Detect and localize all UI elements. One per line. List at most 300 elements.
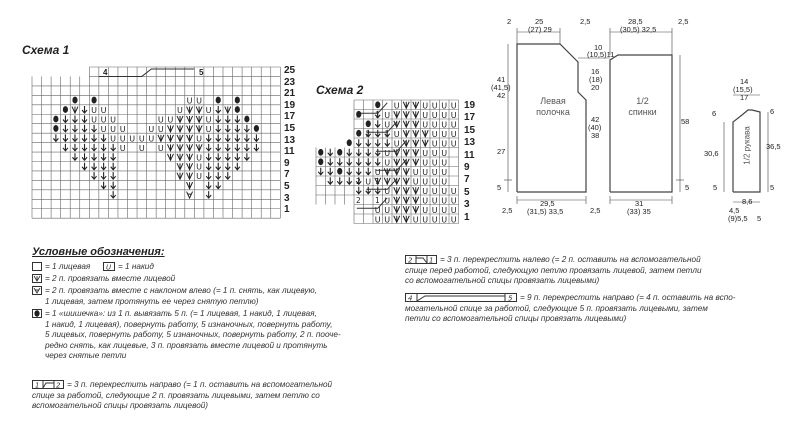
- legend-bobble-text3: 5 лицевых, повернуть работу, 5 изнаночных, повернуть работу, 2 п. пооче-: [45, 330, 341, 339]
- down-arrow-icon: [72, 144, 77, 151]
- down-arrow-icon: [337, 158, 342, 165]
- legend-cross-right3-text3: вспомогательной спицы провязать лицевой): [32, 401, 209, 410]
- k2tog-icon: [413, 111, 419, 118]
- down-arrow-icon: [111, 172, 116, 179]
- scheme2-row-label: 5: [464, 186, 470, 198]
- dim-front-bottom-sizes: (31,5) 33,5: [527, 207, 564, 216]
- dim-side-42: 42: [591, 115, 600, 124]
- k2tog-icon: [403, 178, 409, 185]
- yarn-over-icon: U: [441, 196, 448, 206]
- down-arrow-icon: [101, 134, 106, 141]
- scheme2-row-label: 11: [464, 149, 475, 161]
- yarn-over-icon: U: [412, 167, 419, 177]
- down-arrow-icon: [337, 177, 342, 184]
- down-arrow-icon: [375, 158, 380, 165]
- dim-armhole-18: (18): [589, 75, 603, 84]
- dim-back-height: 58: [681, 117, 690, 126]
- bobble-icon: [337, 168, 342, 175]
- scheme1-row-label: 7: [284, 169, 290, 181]
- knit-symbol-icon: [32, 262, 42, 271]
- k2tog-icon: [187, 154, 193, 161]
- legend-ssk-text: = 2 п. провязать вместе с наклоном влево (= 1 п. снять, как лицевую,: [45, 286, 317, 295]
- yarn-over-icon: U: [384, 186, 391, 196]
- down-arrow-icon: [328, 149, 333, 156]
- dim-sleeve-top-155: (15,5): [733, 85, 753, 94]
- down-arrow-icon: [92, 163, 97, 170]
- yarn-over-icon: U: [412, 177, 419, 187]
- scheme2-row-label: 17: [464, 112, 476, 124]
- bobble-icon: [356, 130, 361, 137]
- down-arrow-icon: [366, 158, 371, 165]
- dim-sleeve-rib-left: 5: [713, 183, 718, 192]
- dim-back-bottom: 31: [635, 199, 644, 208]
- k2tog-icon: [167, 125, 173, 132]
- down-arrow-icon: [347, 149, 352, 156]
- legend-ssk-text2: 1 лицевая, затем протянуть ее через снятую петлю): [45, 296, 259, 306]
- k2tog-icon: [187, 107, 193, 114]
- legend-knit-text: = 1 лицевая: [45, 262, 91, 271]
- legend-cross-left3: [405, 255, 702, 287]
- yarn-over-icon: U: [384, 110, 391, 120]
- dim-back-bottom-offset: 2,5: [590, 206, 601, 215]
- yarn-over-icon: U: [110, 134, 117, 144]
- yarn-over-icon: U: [91, 115, 97, 125]
- k2tog-icon: [158, 135, 164, 142]
- dim-front-height-42: 42: [497, 91, 506, 100]
- scheme1-row-label: 5: [284, 181, 290, 192]
- yarn-over-icon: U: [100, 106, 107, 116]
- yarn-over-icon: U: [422, 110, 429, 120]
- k2tog-icon: [422, 140, 428, 147]
- k2tog-icon: [403, 168, 409, 175]
- scheme1-row-label: 11: [284, 146, 295, 158]
- cross-left-3-num1: 1: [429, 256, 434, 264]
- k2tog-icon: [394, 216, 400, 223]
- dim-front-height-41: 41: [497, 75, 506, 84]
- k2tog-icon: [403, 206, 409, 213]
- down-arrow-icon: [235, 153, 240, 160]
- k2tog-icon: [384, 168, 390, 175]
- down-arrow-icon: [206, 163, 211, 170]
- dim-sleeve-cap-left: 6: [712, 109, 717, 118]
- ssk-icon: [187, 192, 193, 199]
- down-arrow-icon: [328, 158, 333, 165]
- legend-k2tog: [32, 274, 175, 285]
- scheme1-row-label: 1: [284, 204, 290, 216]
- k2tog-icon: [394, 187, 400, 194]
- down-arrow-icon: [111, 182, 116, 189]
- down-arrow-icon: [92, 144, 97, 151]
- down-arrow-icon: [216, 172, 221, 179]
- scheme1-row-label: 3: [284, 192, 290, 204]
- k2tog-icon: [196, 125, 202, 132]
- yarn-over-icon: U: [431, 120, 438, 130]
- down-arrow-icon: [82, 125, 87, 132]
- yarn-over-icon: U: [441, 215, 448, 225]
- yarn-over-icon: U: [196, 153, 202, 163]
- yarn-over-icon: U: [450, 205, 457, 215]
- dim-sleeve-top-17: 17: [740, 93, 749, 102]
- yarn-over-icon: [103, 262, 115, 271]
- scheme2-row-label: 9: [464, 162, 470, 173]
- k2tog-icon: [177, 116, 183, 123]
- yarn-over-icon: U: [441, 129, 448, 139]
- yarn-over-icon: U: [374, 215, 381, 225]
- k2tog-icon: [394, 159, 400, 166]
- k2tog-icon: [413, 187, 419, 194]
- legend-yo: [103, 262, 154, 273]
- yarn-over-icon: U: [384, 215, 391, 225]
- bobble-icon: [216, 97, 221, 104]
- down-arrow-icon: [366, 139, 371, 146]
- yarn-over-icon: U: [393, 129, 400, 139]
- yarn-over-icon: U: [393, 101, 400, 111]
- down-arrow-icon: [235, 144, 240, 151]
- dim-front-bottom-offset: 2,5: [502, 206, 513, 215]
- yarn-over-icon: U: [110, 115, 117, 125]
- down-arrow-icon: [225, 125, 230, 132]
- yarn-over-icon: U: [196, 96, 202, 106]
- legend-knit: [32, 262, 90, 273]
- down-arrow-icon: [63, 115, 68, 122]
- down-arrow-icon: [111, 163, 116, 170]
- cross-right-3-num2: 2: [56, 381, 61, 389]
- yarn-over-icon: U: [196, 162, 202, 172]
- down-arrow-icon: [366, 168, 371, 175]
- down-arrow-icon: [328, 177, 333, 184]
- k2tog-icon: [187, 182, 193, 189]
- k2tog-icon: [72, 107, 78, 114]
- left-front-label-1: Левая: [540, 96, 566, 106]
- k2tog-icon: [394, 197, 400, 204]
- k2tog-icon: [403, 130, 409, 137]
- k2tog-icon: [177, 125, 183, 132]
- yarn-over-icon: U: [422, 196, 429, 206]
- dim-back-rib: 5: [685, 183, 690, 192]
- down-arrow-icon: [254, 134, 259, 141]
- scheme1-row-label: 25: [284, 65, 296, 76]
- legend-cross-right9-text: = 9 п. перекрестить направо (= 4 п. оставить на вспо-: [520, 293, 736, 302]
- down-arrow-icon: [225, 153, 230, 160]
- down-arrow-icon: [82, 153, 87, 160]
- scheme1-row-label: 13: [284, 134, 296, 146]
- yarn-over-icon: U: [100, 115, 107, 125]
- down-arrow-icon: [72, 115, 77, 122]
- down-arrow-icon: [92, 172, 97, 179]
- legend-cross-right9-text3: петли со вспомогательной спицы провязать лицевыми): [405, 314, 627, 323]
- yarn-over-icon: U: [119, 134, 126, 144]
- legend-k2tog-text: = 2 п. провязать вместе лицевой: [45, 274, 176, 283]
- bobble-icon: [63, 106, 68, 113]
- down-arrow-icon: [244, 125, 249, 132]
- yarn-over-icon: U: [384, 148, 391, 158]
- yarn-over-icon: U: [450, 101, 457, 111]
- yarn-over-icon: U: [431, 215, 438, 225]
- k2tog-icon: [177, 163, 183, 170]
- legend-cross-right3: [32, 380, 332, 412]
- down-arrow-icon: [216, 163, 221, 170]
- k2tog-icon: [167, 144, 173, 151]
- dim-front-shoulder: 25: [535, 17, 544, 26]
- k2tog-icon: [413, 159, 419, 166]
- yarn-over-icon: U: [138, 143, 145, 153]
- yarn-over-icon: U: [441, 205, 448, 215]
- k2tog-icon: [413, 206, 419, 213]
- dim-sleeve-full: 36,5: [766, 142, 781, 151]
- yarn-over-icon: U: [167, 115, 174, 125]
- k2tog-icon: [177, 173, 183, 180]
- k2tog-icon: [225, 107, 231, 114]
- yarn-over-icon: U: [119, 124, 126, 134]
- yarn-over-icon: U: [384, 158, 391, 168]
- down-arrow-icon: [356, 158, 361, 165]
- down-arrow-icon: [101, 172, 106, 179]
- k2tog-icon: [187, 173, 193, 180]
- scheme1-row-label: 19: [284, 99, 296, 111]
- scheme1-cross-right-num: 5: [199, 68, 204, 77]
- down-arrow-icon: [366, 149, 371, 156]
- yarn-over-icon: U: [205, 106, 212, 116]
- scheme1-cross-left-num: 4: [103, 68, 108, 77]
- scheme2-cable-num: 2: [365, 129, 371, 139]
- yarn-over-icon: U: [450, 196, 457, 206]
- k2tog-icon: [177, 144, 183, 151]
- scheme2-row-label: 19: [464, 100, 476, 111]
- down-arrow-icon: [356, 149, 361, 156]
- yarn-over-icon: U: [384, 120, 391, 130]
- down-arrow-icon: [72, 153, 77, 160]
- scheme2-row-label: 3: [464, 199, 470, 211]
- bobble-icon: [72, 97, 77, 104]
- yarn-over-icon: U: [384, 205, 391, 215]
- yarn-over-icon: U: [431, 148, 438, 158]
- k2tog-icon: [187, 135, 193, 142]
- down-arrow-icon: [235, 125, 240, 132]
- down-arrow-icon: [63, 134, 68, 141]
- bobble-icon: [254, 125, 259, 132]
- k2tog-icon: [32, 274, 42, 283]
- down-arrow-icon: [366, 187, 371, 194]
- yarn-over-icon: U: [148, 124, 155, 134]
- cross-right-9-icon: [405, 293, 517, 302]
- legend-cross-left3-text3: со вспомогательной спицы провязать лицевыми): [405, 276, 600, 285]
- scheme2-symbols: [318, 101, 457, 224]
- bobble-icon: [235, 97, 240, 104]
- dim-sleeve-bottom-45: 4,5: [729, 206, 740, 215]
- yarn-over-icon: U: [129, 134, 136, 144]
- legend-title: Условные обозначения:: [32, 246, 165, 258]
- yarn-over-icon: U: [450, 139, 457, 149]
- down-arrow-icon: [254, 144, 259, 151]
- legend-bobble-text2: 1 накид, 1 лицевая), повернуть работу, 5 изнаночных, повернуть работу,: [45, 319, 333, 329]
- yarn-over-icon: U: [450, 120, 457, 130]
- scheme2-row-label: 1: [464, 211, 470, 223]
- yarn-over-icon: U: [431, 139, 438, 149]
- yarn-over-icon: U: [422, 215, 429, 225]
- k2tog-icon: [187, 125, 193, 132]
- k2tog-icon: [177, 154, 183, 161]
- down-arrow-icon: [101, 182, 106, 189]
- down-arrow-icon: [244, 144, 249, 151]
- down-arrow-icon: [375, 187, 380, 194]
- k2tog-icon: [403, 187, 409, 194]
- scheme2-cable-num: 1: [384, 129, 390, 139]
- yarn-over-icon: U: [431, 205, 438, 215]
- bobble-icon: [337, 149, 342, 156]
- yarn-over-icon: U: [384, 196, 391, 206]
- yarn-over-icon: U: [157, 124, 164, 134]
- down-arrow-icon: [225, 172, 230, 179]
- k2tog-icon: [167, 154, 173, 161]
- scheme2-title: Схема 2: [316, 83, 364, 97]
- bobble-icon: [53, 116, 58, 123]
- dim-sleeve-rib-right: 5: [770, 183, 775, 192]
- bobble-icon: [32, 309, 42, 318]
- yarn-over-icon: U: [431, 177, 438, 187]
- scheme2-cable-num: 1: [375, 196, 380, 205]
- down-arrow-icon: [347, 177, 352, 184]
- k2tog-icon: [403, 216, 409, 223]
- yarn-over-icon: U: [119, 143, 126, 153]
- yarn-over-icon: U: [196, 134, 202, 144]
- scheme1-row-label: 15: [284, 123, 296, 134]
- dim-sleeve-length: 30,6: [704, 149, 719, 158]
- scheme1-title: Схема 1: [22, 43, 70, 57]
- legend-cross-left3-text: = 3 п. перекрестить налево (= 2 п. оставить на вспомогательной: [440, 255, 701, 264]
- down-arrow-icon: [92, 134, 97, 141]
- cross-right-9-num5: 5: [508, 294, 513, 302]
- down-arrow-icon: [225, 163, 230, 170]
- down-arrow-icon: [63, 125, 68, 132]
- yarn-over-icon: U: [450, 215, 457, 225]
- bobble-icon: [235, 106, 240, 113]
- k2tog-icon: [196, 144, 202, 151]
- down-arrow-icon: [375, 120, 380, 127]
- down-arrow-icon: [356, 168, 361, 175]
- scheme2-row-label: 13: [464, 137, 476, 149]
- yarn-over-icon: U: [431, 158, 438, 168]
- down-arrow-icon: [216, 134, 221, 141]
- down-arrow-icon: [225, 134, 230, 141]
- scheme2-row-label: 15: [464, 124, 476, 136]
- yarn-over-icon: U: [441, 120, 448, 130]
- bobble-icon: [318, 158, 323, 165]
- bobble-icon: [91, 97, 96, 104]
- scheme2-cable-num: 1: [375, 110, 380, 120]
- yarn-over-icon: U: [441, 177, 448, 187]
- down-arrow-icon: [111, 191, 116, 198]
- legend-bobble: [32, 309, 341, 362]
- k2tog-icon: [167, 135, 173, 142]
- down-arrow-icon: [235, 163, 240, 170]
- k2tog-icon: [422, 130, 428, 137]
- yarn-over-icon: U: [205, 124, 212, 134]
- yarn-over-icon: U: [138, 134, 145, 144]
- dim-back-bottom-sizes: (33) 35: [627, 207, 651, 216]
- yarn-over-icon: U: [441, 186, 448, 196]
- k2tog-icon: [413, 197, 419, 204]
- yarn-over-icon: U: [431, 101, 438, 111]
- k2tog-icon: [394, 149, 400, 156]
- yarn-over-icon: U: [431, 167, 438, 177]
- scheme2-cable-num: 2: [356, 196, 361, 205]
- svg-text:U: U: [106, 263, 112, 271]
- yarn-over-icon: U: [422, 120, 429, 130]
- scheme1-row-label: 21: [284, 88, 296, 100]
- k2tog-icon: [403, 149, 409, 156]
- down-arrow-icon: [347, 168, 352, 175]
- cross-right-3-num1: 1: [35, 381, 40, 389]
- yarn-over-icon: U: [157, 143, 164, 153]
- scheme1-grid: [32, 67, 280, 218]
- yarn-over-icon: U: [422, 186, 429, 196]
- down-arrow-icon: [375, 139, 380, 146]
- down-arrow-icon: [72, 125, 77, 132]
- down-arrow-icon: [375, 130, 380, 137]
- yarn-over-icon: U: [431, 186, 438, 196]
- yarn-over-icon: U: [441, 158, 448, 168]
- back-outline: [610, 55, 672, 192]
- k2tog-icon: [187, 163, 193, 170]
- yarn-over-icon: U: [441, 110, 448, 120]
- dim-side-40: (40): [588, 123, 602, 132]
- dim-front-offset: 2: [507, 17, 512, 26]
- yarn-over-icon: U: [441, 101, 448, 111]
- down-arrow-icon: [216, 115, 221, 122]
- yarn-over-icon: U: [422, 158, 429, 168]
- yarn-over-icon: U: [374, 167, 381, 177]
- down-arrow-icon: [328, 168, 333, 175]
- legend-cross-right3-text2: спице за работой, следующие 2 п. провязать лицевыми, затем петлю со: [32, 390, 320, 400]
- yarn-over-icon: U: [157, 115, 164, 125]
- down-arrow-icon: [347, 158, 352, 165]
- down-arrow-icon: [206, 144, 211, 151]
- dim-neck-gap: 2,5: [580, 17, 591, 26]
- cross-right-9-num4: 4: [408, 294, 413, 302]
- k2tog-icon: [384, 178, 390, 185]
- down-arrow-icon: [356, 139, 361, 146]
- k2tog-icon: [413, 140, 419, 147]
- back-piece: [610, 55, 672, 192]
- dim-back-side: 2,5: [678, 17, 689, 26]
- down-arrow-icon: [101, 163, 106, 170]
- down-arrow-icon: [206, 182, 211, 189]
- dim-armhole-20: 20: [591, 83, 600, 92]
- down-arrow-icon: [82, 106, 87, 113]
- down-arrow-icon: [385, 139, 390, 146]
- down-arrow-icon: [356, 187, 361, 194]
- dim-sleeve-top-14: 14: [740, 77, 749, 86]
- down-arrow-icon: [206, 191, 211, 198]
- k2tog-icon: [394, 206, 400, 213]
- k2tog-icon: [403, 111, 409, 118]
- yarn-over-icon: U: [393, 139, 400, 149]
- bobble-icon: [375, 101, 380, 108]
- scheme2-cable-num: 1: [375, 177, 380, 186]
- dim-neck-depth: 10: [594, 43, 603, 52]
- yarn-over-icon: U: [422, 148, 429, 158]
- dim-back-width-sizes: (30,5) 32,5: [620, 25, 657, 34]
- k2tog-icon: [413, 130, 419, 137]
- bobble-icon: [366, 120, 371, 127]
- bobble-icon: [53, 125, 58, 132]
- scheme2-cable-num: 2: [356, 177, 361, 186]
- left-front-outline: [517, 44, 586, 192]
- yarn-over-icon: U: [441, 148, 448, 158]
- down-arrow-icon: [216, 182, 221, 189]
- yarn-over-icon: U: [196, 172, 202, 182]
- back-label: [620, 96, 665, 118]
